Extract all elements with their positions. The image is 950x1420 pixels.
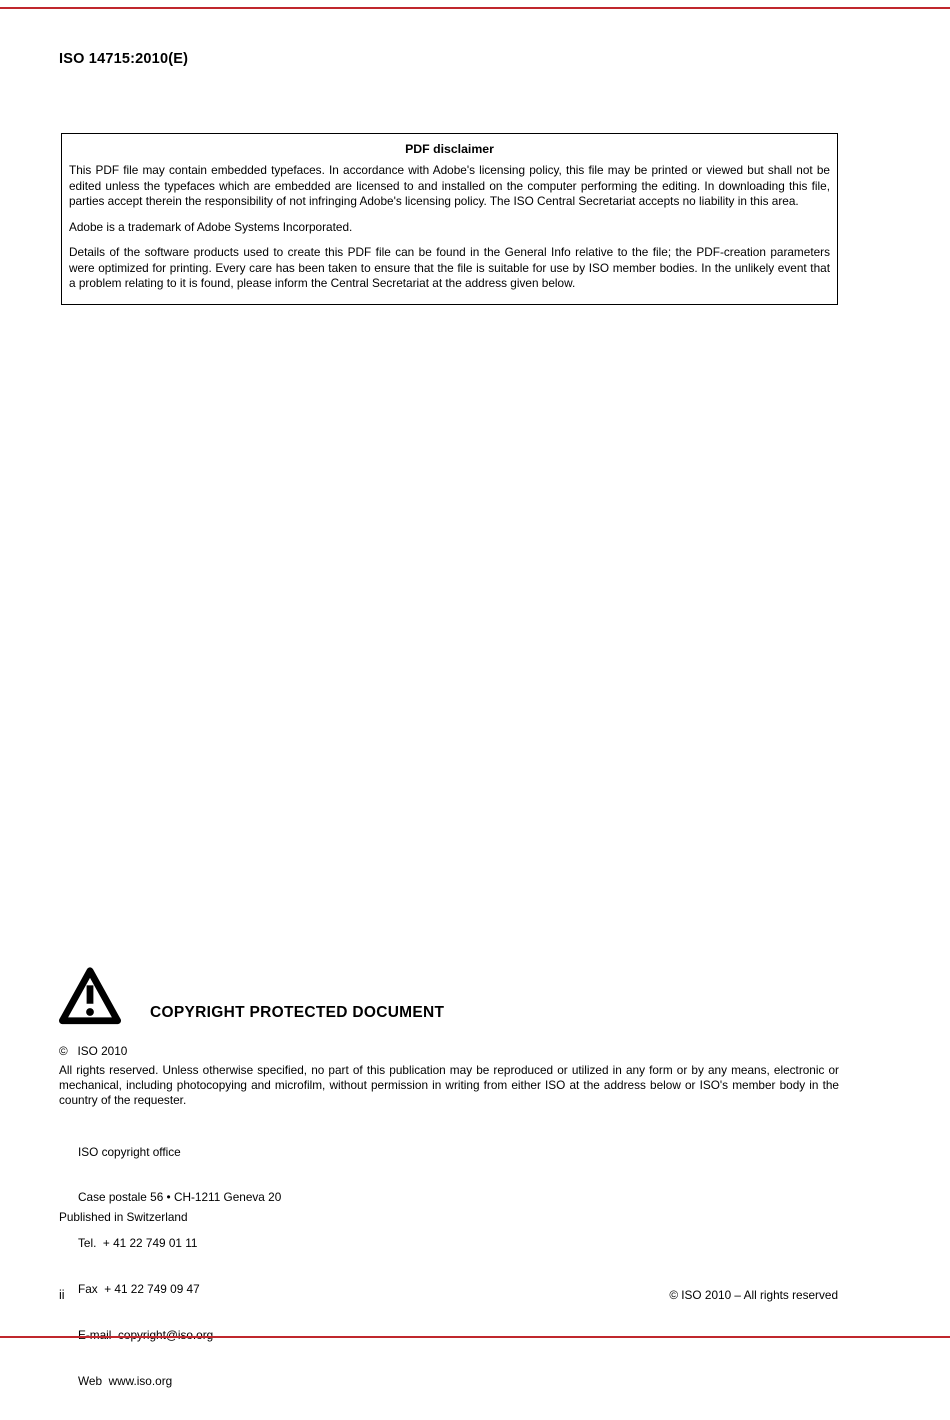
disclaimer-paragraph-1: This PDF file may contain embedded typefaces. In accordance with Adobe's licensing policy, this file may be printed or viewed but shall not be edited unless the typefaces which are embedded are licensed to and installed on the computer performing the editing. In downloading this file, parties accept therein the responsibility of not infringing Adobe's licensing policy. The ISO Central Secretariat accepts no liability in this area. [69,163,830,208]
disclaimer-title: PDF disclaimer [405,142,494,156]
page-bottom-edge-line [0,1336,950,1338]
address-line: Case postale 56 • CH-1211 Geneva 20 [78,1190,282,1205]
address-line: ISO copyright office [78,1144,181,1159]
page-number: ii [59,1288,65,1302]
pdf-disclaimer-box [61,133,838,305]
iso-address-block [78,1114,281,1420]
address-line: Web www.iso.org [78,1374,173,1389]
page-footer [59,1288,838,1302]
copyright-protected-heading: COPYRIGHT PROTECTED DOCUMENT [150,1004,445,1021]
published-line: Published in Switzerland [59,1210,188,1224]
address-line: Tel. + 41 22 749 01 11 [78,1236,198,1251]
address-line: Fax + 41 22 749 09 47 [78,1282,200,1297]
footer-copyright: © ISO 2010 – All rights reserved [669,1288,838,1302]
warning-triangle-icon [59,966,121,1026]
rights-reserved-paragraph: All rights reserved. Unless otherwise specified, no part of this publication may be reproduced or utilized in any form or by any means, electronic or mechanical, including photocopying and microfilm, without permission in writing from either ISO at the address below or ISO's member body in the country of the requester. [59,1063,839,1107]
page-top-edge-line [0,7,950,9]
copyright-year-line: © ISO 2010 [59,1044,128,1058]
disclaimer-paragraph-3: Details of the software products used to create this PDF file can be found in the General Info relative to the file; the PDF-creation parameters were optimized for printing. Every care has been taken to ensure that the file is suitable for use by ISO member bodies. In the unlikely event that a problem relating to it is found, please inform the Central Secretariat at the address given below. [69,245,830,290]
disclaimer-paragraph-2: Adobe is a trademark of Adobe Systems Incorporated. [69,219,353,234]
document-number: ISO 14715:2010(E) [59,51,189,67]
